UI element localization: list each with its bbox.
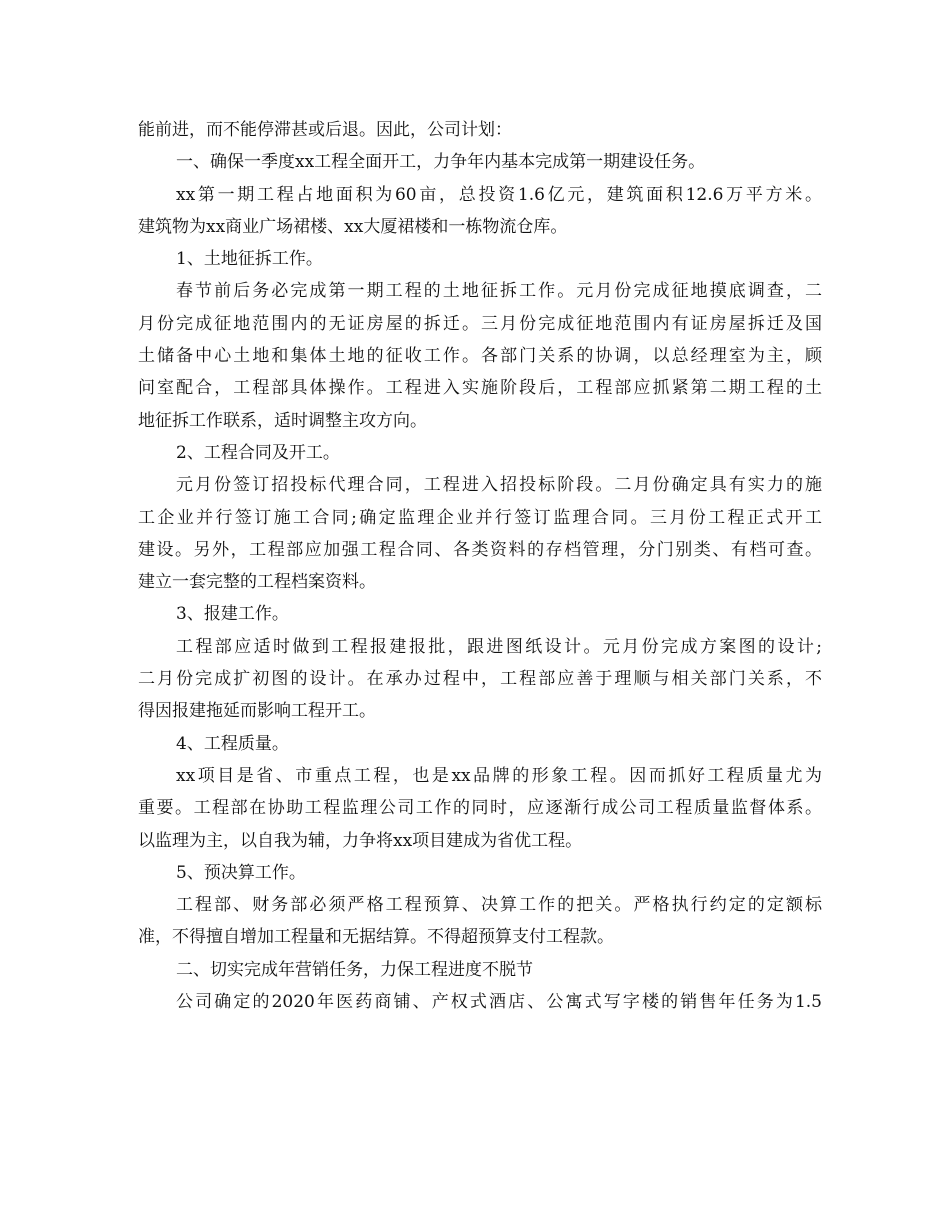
text-line: 重要。工程部在协助工程监理公司工作的同时，应逐渐行成公司工程质量监督体系。 bbox=[138, 798, 822, 819]
text-line: 3、报建工作。 bbox=[176, 604, 289, 625]
text-line: 工程部、财务部必须严格工程预算、决算工作的把关。严格执行约定的定额标 bbox=[176, 895, 822, 916]
text-line: 以监理为主，以自我为辅，力争将xx项目建成为省优工程。 bbox=[138, 830, 583, 851]
text-line: 元月份签订招投标代理合同，工程进入招投标阶段。二月份确定具有实力的施 bbox=[176, 475, 822, 496]
text-line: 春节前后务必完成第一期工程的土地征拆工作。元月份完成征地摸底调查，二 bbox=[176, 281, 822, 302]
text-line: 土储备中心土地和集体土地的征收工作。各部门关系的协调，以总经理室为主，顾 bbox=[138, 346, 822, 367]
text-line: 建立一套完整的工程档案资料。 bbox=[138, 572, 376, 593]
text-line: xx第一期工程占地面积为60亩，总投资1.6亿元，建筑面积12.6万平方米。 bbox=[176, 184, 822, 205]
text-line: 月份完成征地范围内的无证房屋的拆迁。三月份完成征地范围内有证房屋拆迁及国 bbox=[138, 313, 822, 334]
text-line: 4、工程质量。 bbox=[176, 733, 289, 754]
text-line: 一、确保一季度xx工程全面开工，力争年内基本完成第一期建设任务。 bbox=[176, 152, 706, 173]
text-line: 问室配合，工程部具体操作。工程进入实施阶段后，工程部应抓紧第二期工程的土 bbox=[138, 378, 822, 399]
text-line: 二月份完成扩初图的设计。在承办过程中，工程部应善于理顺与相关部门关系，不 bbox=[138, 669, 822, 690]
text-line: 2、工程合同及开工。 bbox=[176, 442, 340, 463]
text-line: 准，不得擅自增加工程量和无据结算。不得超预算支付工程款。 bbox=[138, 927, 614, 948]
text-line: 5、预决算工作。 bbox=[176, 862, 306, 883]
text-line: 1、土地征拆工作。 bbox=[176, 249, 323, 270]
text-line: 能前进，而不能停滞甚或后退。因此，公司计划： bbox=[138, 120, 512, 140]
text-line: 工程部应适时做到工程报建报批，跟进图纸设计。元月份完成方案图的设计; bbox=[176, 636, 822, 657]
document-page bbox=[138, 114, 822, 1018]
text-line: 公司确定的2020年医药商铺、产权式酒店、公寓式写字楼的销售年任务为1.5 bbox=[176, 992, 822, 1013]
text-line: 地征拆工作联系，适时调整主攻方向。 bbox=[138, 410, 427, 431]
text-line: 建设。另外，工程部应加强工程合同、各类资料的存档管理，分门别类、有档可查。 bbox=[138, 539, 822, 560]
text-line: 建筑物为xx商业广场裙楼、xx大厦裙楼和一栋物流仓库。 bbox=[138, 216, 568, 237]
text-line: 得因报建拖延而影响工程开工。 bbox=[138, 701, 376, 722]
text-line: 二、切实完成年营销任务，力保工程进度不脱节 bbox=[176, 959, 533, 980]
text-line: 工企业并行签订施工合同;确定监理企业并行签订监理合同。三月份工程正式开工 bbox=[138, 507, 822, 528]
text-line: xx项目是省、市重点工程，也是xx品牌的形象工程。因而抓好工程质量尤为 bbox=[176, 765, 822, 786]
